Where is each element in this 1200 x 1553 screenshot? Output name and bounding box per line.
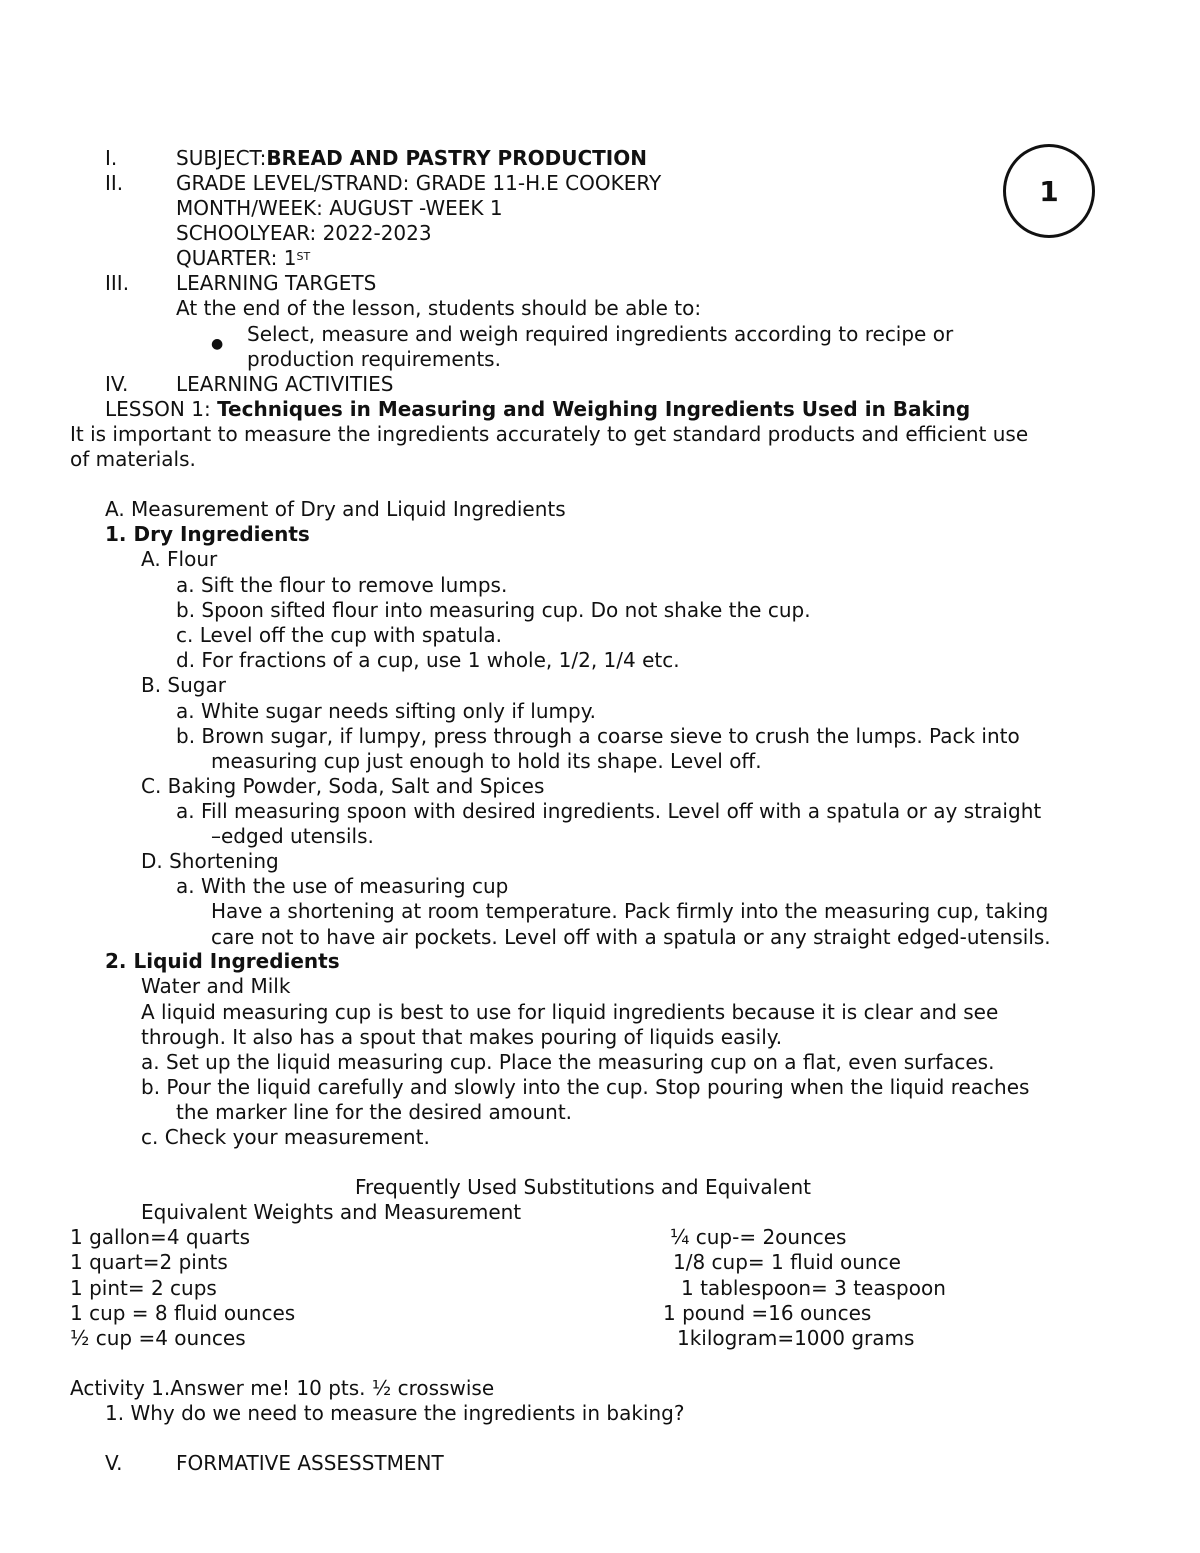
liquid-line: A liquid measuring cup is best to use for liquid ingredients because it is clear and see xyxy=(141,1000,999,1024)
equivalent-left: 1 cup = 8 fluid ounces xyxy=(70,1301,296,1325)
lesson-title-line xyxy=(105,397,970,422)
list-item-continued: –edged utensils. xyxy=(211,824,374,848)
list-item: c. Level off the cup with spatula. xyxy=(176,623,502,647)
sugar-heading: B. Sugar xyxy=(141,673,226,697)
subject-line xyxy=(176,146,647,171)
liquid-line: through. It also has a spout that makes pouring of liquids easily. xyxy=(141,1025,783,1049)
list-item-continued: care not to have air pockets. Level off with a spatula or any straight edged-utensils. xyxy=(211,925,1051,949)
list-item: a. Set up the liquid measuring cup. Place the measuring cup on a flat, even surfaces. xyxy=(141,1050,995,1074)
equivalent-left: 1 gallon=4 quarts xyxy=(70,1225,251,1249)
substitutions-title: Frequently Used Substitutions and Equivalent xyxy=(355,1175,812,1199)
roman-numeral: II. xyxy=(105,171,124,195)
learning-activities-heading: LEARNING ACTIVITIES xyxy=(176,372,394,396)
school-year-line: SCHOOLYEAR: 2022-2023 xyxy=(176,221,432,245)
roman-numeral: V. xyxy=(105,1451,123,1475)
quarter-text: QUARTER: 1 xyxy=(176,246,297,270)
target-bullet-line: Select, measure and weigh required ingredients according to recipe or xyxy=(247,322,954,346)
liquid-ingredients-heading: 2. Liquid Ingredients xyxy=(105,949,340,973)
formative-assessment-heading: FORMATIVE ASSESSTMENT xyxy=(176,1451,444,1475)
list-item: a. Sift the flour to remove lumps. xyxy=(176,573,508,597)
activity-title: Activity 1.Answer me! 10 pts. ½ crosswise xyxy=(70,1376,495,1400)
learning-targets-heading: LEARNING TARGETS xyxy=(176,271,377,295)
equivalent-right: 1 pound =16 ounces xyxy=(663,1301,872,1325)
target-bullet-line: production requirements. xyxy=(247,347,501,371)
list-item: c. Check your measurement. xyxy=(141,1125,430,1149)
roman-numeral: III. xyxy=(105,271,130,295)
list-item: b. Pour the liquid carefully and slowly into the cup. Stop pouring when the liquid reaches xyxy=(141,1075,1030,1099)
list-item-continued: Have a shortening at room temperature. Pack firmly into the measuring cup, taking xyxy=(211,899,1049,923)
subject-label: SUBJECT: xyxy=(176,146,267,170)
roman-numeral: IV. xyxy=(105,372,129,396)
list-item: a. White sugar needs sifting only if lumpy. xyxy=(176,699,597,723)
list-item: b. Spoon sifted flour into measuring cup. Do not shake the cup. xyxy=(176,598,811,622)
equivalent-right: 1kilogram=1000 grams xyxy=(677,1326,915,1350)
dry-ingredients-heading: 1. Dry Ingredients xyxy=(105,522,310,546)
equivalent-left: 1 quart=2 pints xyxy=(70,1250,228,1274)
roman-numeral: I. xyxy=(105,146,118,170)
quarter-line xyxy=(176,246,310,271)
page-number-badge: 1 xyxy=(1003,144,1095,238)
lesson-title: Techniques in Measuring and Weighing Ingredients Used in Baking xyxy=(217,397,971,421)
substitutions-subtitle: Equivalent Weights and Measurement xyxy=(141,1200,522,1224)
equivalent-right: 1 tablespoon= 3 teaspoon xyxy=(681,1276,946,1300)
liquid-line: Water and Milk xyxy=(141,974,291,998)
flour-heading: A. Flour xyxy=(141,547,218,571)
month-week-line: MONTH/WEEK: AUGUST -WEEK 1 xyxy=(176,196,503,220)
intro-line: It is important to measure the ingredients accurately to get standard products and efficient use xyxy=(70,422,1029,446)
section-a-heading: A. Measurement of Dry and Liquid Ingredients xyxy=(105,497,566,521)
baking-powder-heading: C. Baking Powder, Soda, Salt and Spices xyxy=(141,774,545,798)
subject-value: BREAD AND PASTRY PRODUCTION xyxy=(266,146,647,170)
list-item: a. Fill measuring spoon with desired ingredients. Level off with a spatula or ay straight xyxy=(176,799,1042,823)
equivalent-right: 1/8 cup= 1 fluid ounce xyxy=(673,1250,901,1274)
activity-question: 1. Why do we need to measure the ingredients in baking? xyxy=(105,1401,685,1425)
list-item: a. With the use of measuring cup xyxy=(176,874,509,898)
shortening-heading: D. Shortening xyxy=(141,849,279,873)
list-item: d. For fractions of a cup, use 1 whole, 1/2, 1/4 etc. xyxy=(176,648,680,672)
list-item: b. Brown sugar, if lumpy, press through a coarse sieve to crush the lumps. Pack into xyxy=(176,724,1020,748)
grade-level-line: GRADE LEVEL/STRAND: GRADE 11-H.E COOKERY xyxy=(176,171,662,195)
targets-intro: At the end of the lesson, students should be able to: xyxy=(176,296,702,320)
equivalent-left: ½ cup =4 ounces xyxy=(70,1326,246,1350)
list-item-continued: measuring cup just enough to hold its shape. Level off. xyxy=(211,749,762,773)
bullet-icon: ● xyxy=(211,336,224,352)
equivalent-left: 1 pint= 2 cups xyxy=(70,1276,217,1300)
intro-line: of materials. xyxy=(70,447,196,471)
equivalent-right: ¼ cup-= 2ounces xyxy=(670,1225,847,1249)
quarter-suffix: ST xyxy=(296,250,311,263)
lesson-label: LESSON 1: xyxy=(105,397,218,421)
list-item-continued: the marker line for the desired amount. xyxy=(176,1100,573,1124)
